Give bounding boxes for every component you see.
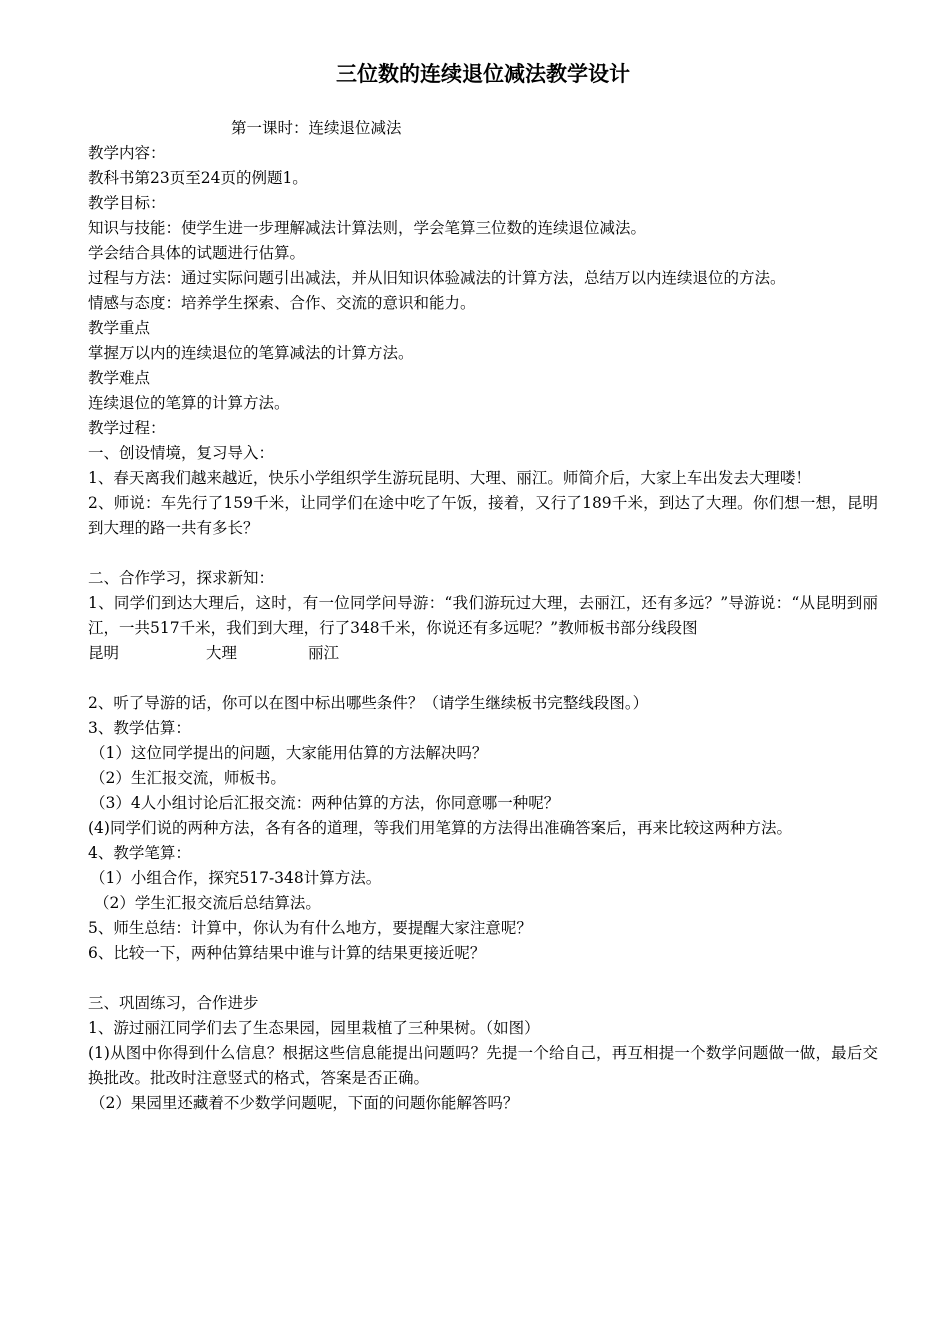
content-heading: 教学内容： [88,144,166,162]
process-heading: 教学过程： [88,419,166,437]
part-two-item-4: 4、教学笔算： [88,844,191,862]
part-two-item-1: 1、同学们到达大理后，这时，有一位同学问导游：“我们游玩过大理，去丽江，还有多远？”导游说：“从昆明到丽江，一共517千米，我们到大理，行了348千米，你说还有多远呢？”教师板书部分线段图 [88,594,878,637]
lesson-subtitle: 第一课时：连续退位减法 [231,119,402,137]
blank-line [88,966,878,991]
segment-label-kunming: 昆明 [88,644,120,662]
part-three-item-1: 1、游过丽江同学们去了生态果园，园里栽植了三种果树。（如图） [88,1019,540,1037]
part-three-item-1-1: (1)从图中你得到什么信息？根据这些信息能提出问题吗？先提一个给自己，再互相提一个数学问题做一做，最后交换批改。批改时注意竖式的格式，答案是否正确。 [88,1044,878,1087]
part-two-item-4-2: （2）学生汇报交流后总结算法。 [94,894,321,912]
goal-knowledge-skills: 知识与技能：使学生进一步理解减法计算法则，学会笔算三位数的连续退位减法。 [88,219,647,237]
part-two-item-3-2: （2）生汇报交流，师板书。 [90,769,286,787]
segment-label-lijiang: 丽江 [308,644,340,662]
part-two-item-3-4: (4)同学们说的两种方法，各有各的道理，等我们用笔算的方法得出准确答案后，再来比较这两种方法。 [88,819,792,837]
part-one-item-1: 1、春天离我们越来越近，快乐小学组织学生游玩昆明、大理、丽江。师简介后，大家上车出发去大理喽！ [88,469,811,487]
goal-process-method: 过程与方法：通过实际问题引出减法，并从旧知识体验减法的计算方法，总结万以内连续退位的方法。 [88,269,786,287]
document-page [88,58,878,1116]
goal-estimation: 学会结合具体的试题进行估算。 [88,244,306,262]
part-three-item-1-2: （2）果园里还藏着不少数学问题呢，下面的问题你能解答吗？ [90,1094,519,1112]
part-two-item-2: 2、听了导游的话，你可以在图中标出哪些条件？（请学生继续板书完整线段图。） [88,694,649,712]
difficulty-heading: 教学难点 [88,369,151,387]
blank-line [88,666,878,691]
part-two-heading: 二、合作学习，探求新知： [88,569,275,587]
part-two-item-5: 5、师生总结：计算中，你认为有什么地方，要提醒大家注意呢？ [88,919,532,937]
focus-heading: 教学重点 [88,319,151,337]
part-two-item-3-1: （1）这位同学提出的问题，大家能用估算的方法解决吗？ [90,744,488,762]
page-title: 三位数的连续退位减法教学设计 [336,62,630,86]
part-two-item-3: 3、教学估算： [88,719,191,737]
part-two-item-6: 6、比较一下，两种估算结果中谁与计算的结果更接近呢？ [88,944,486,962]
goals-heading: 教学目标： [88,194,166,212]
part-three-heading: 三、巩固练习，合作进步 [88,994,259,1012]
part-two-item-3-3: （3）4人小组讨论后汇报交流：两种估算的方法，你同意哪一种呢？ [90,794,560,812]
segment-diagram-labels [88,641,878,666]
difficulty-text: 连续退位的笔算的计算方法。 [88,394,290,412]
goal-emotion-attitude: 情感与态度：培养学生探索、合作、交流的意识和能力。 [88,294,476,312]
blank-line [88,541,878,566]
segment-label-dali: 大理 [206,644,238,662]
focus-text: 掌握万以内的连续退位的笔算减法的计算方法。 [88,344,414,362]
part-two-item-4-1: （1）小组合作，探究517-348计算方法。 [90,869,382,887]
part-one-item-2: 2、师说：车先行了159千米，让同学们在途中吃了午饭，接着，又行了189千米，到达了大理。你们想一想，昆明到大理的路一共有多长？ [88,494,878,537]
part-one-heading: 一、创设情境，复习导入： [88,444,275,462]
content-text: 教科书第23页至24页的例题1。 [88,169,308,187]
